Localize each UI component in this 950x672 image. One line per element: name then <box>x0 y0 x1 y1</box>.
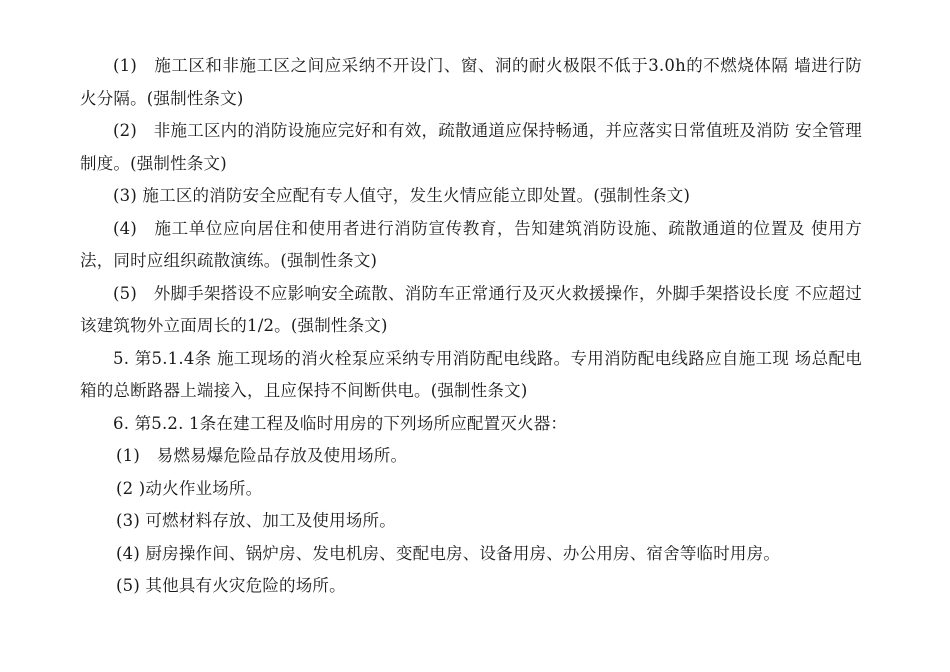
paragraph-10: (3) 可燃材料存放、加工及使用场所。 <box>116 511 396 530</box>
paragraph-9: (2 )动火作业场所。 <box>116 478 263 498</box>
paragraph-5: (5) 外脚手架搭设不应影响安全疏散、消防车正常通行及灭火救援操作，外脚手架搭设长度 不应超过该建筑物外立面周长的1/2。(强制性条文) <box>80 283 862 335</box>
document-body <box>80 50 862 603</box>
paragraph-6: 5. 第5.1.4条 施工现场的消火栓泵应采纳专用消防配电线路。专用消防配电线路应自施工现 场总配电箱的总断路器上端接入，且应保持不间断供电。(强制性条文) <box>80 348 862 400</box>
paragraph-8: (1) 易燃易爆危险品存放及使用场所。 <box>116 446 408 465</box>
paragraph-3: (3) 施工区的消防安全应配有专人值守，发生火情应能立即处置。(强制性条文) <box>113 186 691 205</box>
paragraph-7: 6. 第5.2. 1条在建工程及临时用房的下列场所应配置灭火器： <box>113 413 568 433</box>
paragraph-1: (1) 施工区和非施工区之间应采纳不开设门、窗、洞的耐火极限不低于3.0h的不燃烧体隔 墙进行防火分隔。(强制性条文) <box>80 56 862 108</box>
paragraph-11: (4) 厨房操作间、锅炉房、发电机房、变配电房、设备用房、办公用房、宿舍等临时用房。 <box>116 543 781 563</box>
paragraph-4: (4) 施工单位应向居住和使用者进行消防宣传教育，告知建筑消防设施、疏散通道的位置及 使用方法，同时应组织疏散演练。(强制性条文) <box>80 218 862 270</box>
paragraph-12: (5) 其他具有火灾危险的场所。 <box>116 576 346 595</box>
paragraph-2: (2) 非施工区内的消防设施应完好和有效，疏散通道应保持畅通，并应落实日常值班及消防 安全管理制度。(强制性条文) <box>80 121 862 173</box>
